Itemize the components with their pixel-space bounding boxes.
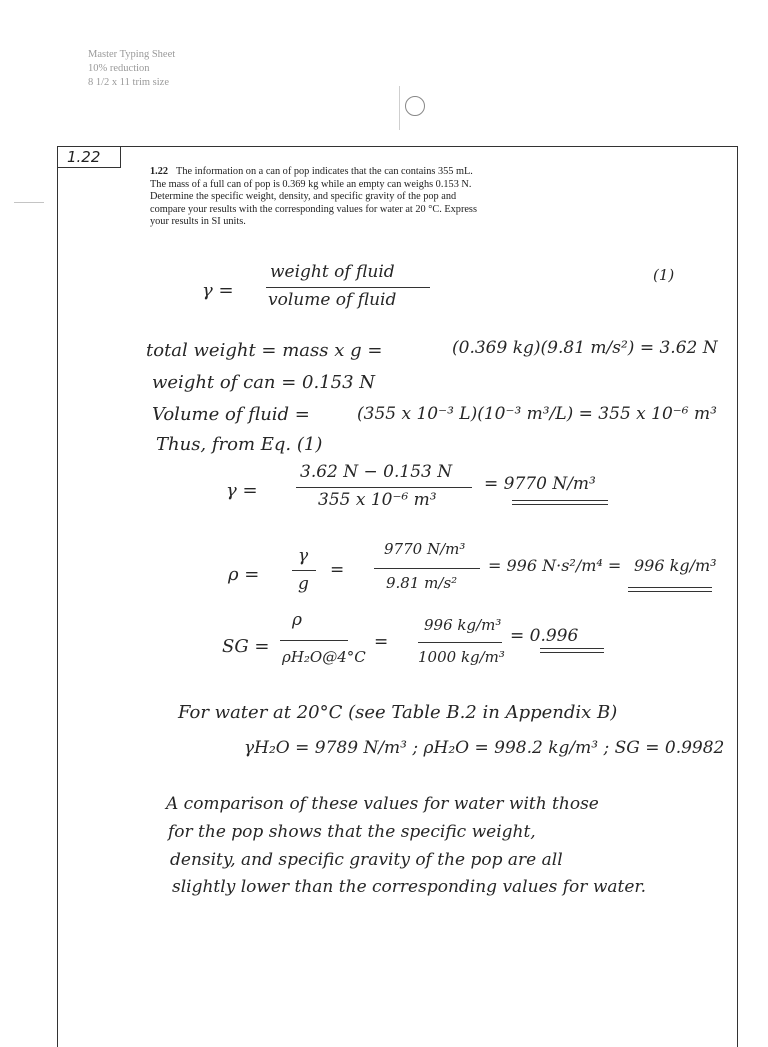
solution-frame (57, 146, 738, 1047)
sg-frac1-numerator: ρ (292, 610, 302, 630)
gamma-numerator: 3.62 N − 0.153 N (300, 462, 453, 482)
eq1-lhs: γ = (202, 280, 234, 301)
sg-lhs: SG = (222, 636, 270, 657)
rho-frac2-denominator: 9.81 m/s² (386, 574, 458, 592)
rho-frac2-bar (374, 568, 480, 569)
gamma-result: = 9770 N/m³ (484, 474, 596, 494)
water-values: γH₂O = 9789 N/m³ ; ρH₂O = 998.2 kg/m³ ; SG = 0.9982 (244, 738, 725, 758)
eq1-denominator: volume of fluid (268, 290, 397, 310)
comparison-line-3: density, and specific gravity of the pop are all (170, 850, 563, 870)
sg-result-underline (540, 648, 604, 653)
eq1-numerator: weight of fluid (270, 262, 395, 282)
sg-result: = 0.996 (510, 626, 579, 646)
sheet-header-line-2: 10% reduction (88, 63, 150, 74)
comparison-line-1: A comparison of these values for water with those (166, 794, 599, 814)
total-weight-label: total weight = mass x g = (146, 340, 383, 361)
problem-statement (150, 166, 482, 229)
rho-frac1-numerator: γ (298, 546, 309, 566)
problem-number-box: 1.22 (58, 147, 121, 168)
rho-intermediate: = 996 N·s²/m⁴ = (488, 556, 622, 575)
gamma-fraction-bar (296, 487, 472, 488)
gamma-result-underline (512, 500, 608, 505)
gamma-lhs: γ = (226, 480, 258, 501)
eq1-fraction-bar (266, 287, 430, 288)
statement-text: The information on a can of pop indicates that the can contains 355 mL. The mass of a full can of pop is 0.369 kg while an empty can weighs 0.153 N. Determine the specific weight, density, and specific gravity of the pop and compare your results with the corresponding values for water at 20 °C. Express your results in SI units. (150, 166, 477, 228)
rho-frac2-numerator: 9770 N/m³ (384, 540, 466, 558)
sg-frac2-denominator: 1000 kg/m³ (418, 648, 505, 666)
rho-frac1-denominator: g (298, 574, 309, 594)
sheet-header-line-1: Master Typing Sheet (88, 49, 176, 60)
sg-frac2-bar (418, 642, 502, 643)
sg-equals: = (374, 632, 389, 652)
sheet-header-line-3: 8 1/2 x 11 trim size (88, 77, 169, 88)
volume-label: Volume of fluid = (152, 404, 310, 425)
weight-of-can: weight of can = 0.153 N (152, 372, 376, 393)
sg-frac1-bar (280, 640, 348, 641)
comparison-line-2: for the pop shows that the specific weight, (168, 822, 536, 842)
thus-line: Thus, from Eq. (1) (156, 434, 323, 455)
sheet-header (88, 48, 175, 90)
sg-frac2-numerator: 996 kg/m³ (424, 616, 502, 634)
comparison-line-4: slightly lower than the corresponding values for water. (172, 877, 647, 897)
gamma-denominator: 355 x 10⁻⁶ m³ (318, 490, 437, 510)
total-weight-value: (0.369 kg)(9.81 m/s²) = 3.62 N (452, 338, 718, 358)
eq1-tag: (1) (653, 266, 675, 284)
rho-equals: = (330, 560, 345, 580)
rho-result: 996 kg/m³ (634, 556, 717, 575)
registration-mark (399, 86, 400, 130)
margin-tick (14, 202, 44, 203)
punch-hole-icon (405, 96, 425, 116)
volume-value: (355 x 10⁻³ L)(10⁻³ m³/L) = 355 x 10⁻⁶ m³ (357, 404, 717, 424)
rho-frac1-bar (292, 570, 316, 571)
rho-result-underline (628, 587, 712, 592)
statement-number: 1.22 (150, 166, 169, 177)
sg-frac1-denominator: ρH₂O@4°C (282, 648, 366, 666)
rho-lhs: ρ = (228, 564, 260, 585)
water-heading: For water at 20°C (see Table B.2 in Appendix B) (178, 702, 618, 723)
